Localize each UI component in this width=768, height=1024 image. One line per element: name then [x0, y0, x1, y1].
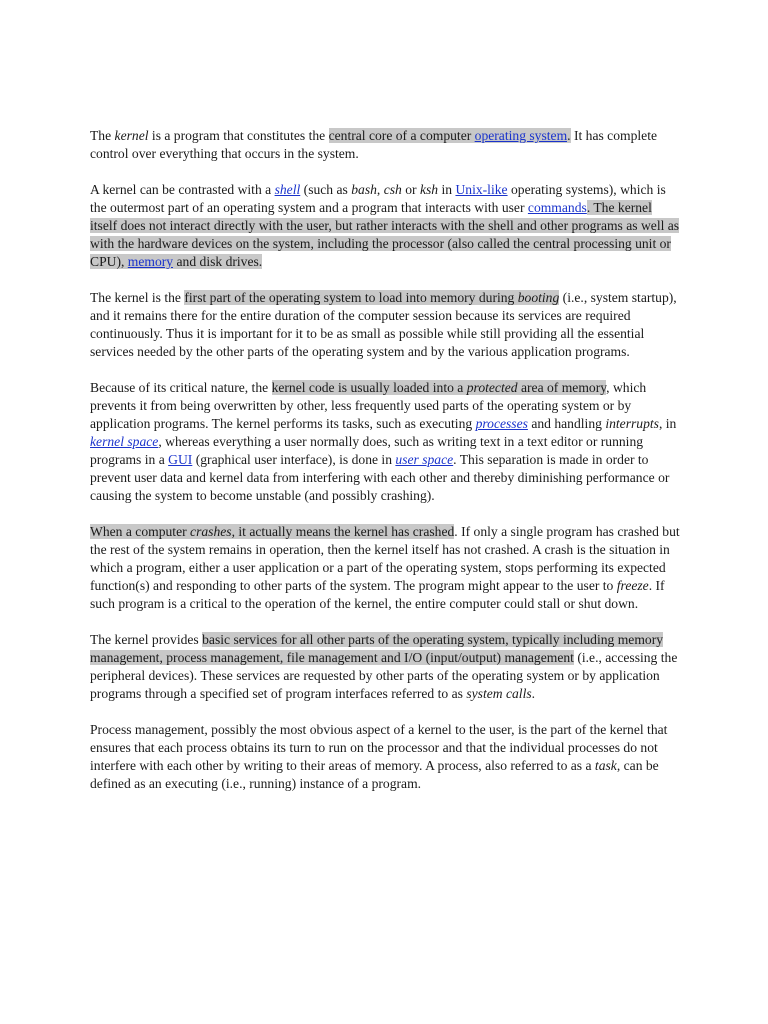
text-run: (such as [300, 182, 352, 197]
text-run: The [90, 128, 115, 143]
text-run: or [401, 182, 420, 197]
paragraph [90, 379, 680, 505]
highlighted-text: crashes [190, 524, 232, 539]
highlighted-text: basic services for all other parts of the operating system, typically including memory management, process management, file management and I/O (input/output) management [90, 632, 664, 665]
paragraph [90, 631, 680, 703]
text-run: and handling [527, 416, 606, 431]
highlighted-text: central core of a computer [328, 128, 475, 143]
text-run: It has complete control over everything that occurs in the system. [90, 128, 658, 161]
text-run: , whereas everything a user normally does, such as writing text in a text editor or running programs in a [90, 434, 644, 467]
hyperlink[interactable]: kernel space [90, 434, 159, 449]
document-page [90, 127, 680, 811]
hyperlink[interactable]: GUI [168, 452, 193, 467]
text-run: interrupts [605, 416, 659, 431]
hyperlink[interactable]: commands [527, 200, 587, 215]
highlighted-text: protected [466, 380, 518, 395]
highlighted-text: . [567, 128, 571, 143]
text-run: (i.e., accessing the peripheral devices). These services are requested by other parts of the operating system or by application programs through a specified set of program interfaces referred to as [90, 650, 678, 701]
text-run: Process management, possibly the most obvious aspect of a kernel to the user, is the part of the kernel that ensures that each process obtains its turn to run on the processor and that the individual processes do not interfere with each other by writing to their areas of memory. A process, also referred to as a [90, 722, 668, 773]
paragraph [90, 127, 680, 163]
text-run: . If only a single program has crashed but the rest of the system remains in operation, then the kernel itself has not crashed. A crash is the situation in which a program, either a user application or a part of the operating system, stops performing its expected function(s) and responding to other parts of the system. The program might appear to the user to [90, 524, 680, 593]
text-run: . [531, 686, 536, 701]
text-run: , can be defined as an executing (i.e., running) instance of a program. [90, 758, 659, 791]
paragraph [90, 289, 680, 361]
hyperlink[interactable]: Unix-like [455, 182, 508, 197]
hyperlink[interactable]: operating system [474, 128, 568, 143]
text-run: ksh [419, 182, 439, 197]
text-run: , [376, 182, 384, 197]
paragraph [90, 721, 680, 793]
text-run: , which prevents it from being overwritten by other, less frequently used parts of the operating system or by application programs. The kernel performs its tasks, such as executing [90, 380, 647, 431]
text-run: . This separation is made in order to prevent user data and kernel data from interfering with each other and thereby diminishing performance or causing the system to become unstable (and possibly crashing). [90, 452, 670, 503]
text-run: system calls [466, 686, 532, 701]
highlighted-text: and disk drives. [173, 254, 263, 269]
highlighted-text: . The kernel itself does not interact directly with the user, but rather interacts with the shell and other programs as well as with the hardware devices on the system, including the processor (also called the central processing unit or CPU), [90, 200, 680, 269]
paragraph [90, 181, 680, 271]
text-run: . If such program is a critical to the operation of the kernel, the entire computer could stall or shut down. [90, 578, 665, 611]
paragraph [90, 523, 680, 613]
highlighted-text: first part of the operating system to load into memory during [184, 290, 518, 305]
hyperlink[interactable]: processes [475, 416, 528, 431]
highlighted-text: kernel code is usually loaded into a [271, 380, 467, 395]
text-run: (i.e., system startup), and it remains there for the entire duration of the computer session because its services are required continuously. Thus it is important for it to be as small as possible while still providing all the essential services needed by the other parts of the operating system and by the various application programs. [90, 290, 677, 359]
highlighted-text: When a computer [90, 524, 191, 539]
text-run: The kernel is the [90, 290, 185, 305]
text-run: A kernel can be contrasted with a [90, 182, 275, 197]
text-run: The kernel provides [90, 632, 203, 647]
highlighted-text: booting [517, 290, 560, 305]
hyperlink[interactable]: memory [127, 254, 174, 269]
text-run: (graphical user interface), is done in [192, 452, 396, 467]
highlighted-text: area of memory [517, 380, 607, 395]
text-run: bash [351, 182, 377, 197]
hyperlink[interactable]: user space [395, 452, 454, 467]
text-run: freeze [616, 578, 649, 593]
text-run: task [594, 758, 617, 773]
text-run: is a program that constitutes the [148, 128, 329, 143]
text-run: in [438, 182, 456, 197]
text-run: operating systems), which is the outermost part of an operating system and a program that interacts with user [90, 182, 666, 215]
text-run: csh [383, 182, 402, 197]
hyperlink[interactable]: shell [274, 182, 301, 197]
text-run: kernel [114, 128, 149, 143]
text-run: , in [658, 416, 677, 431]
text-run: Because of its critical nature, the [90, 380, 272, 395]
highlighted-text: , it actually means the kernel has crashed [231, 524, 455, 539]
